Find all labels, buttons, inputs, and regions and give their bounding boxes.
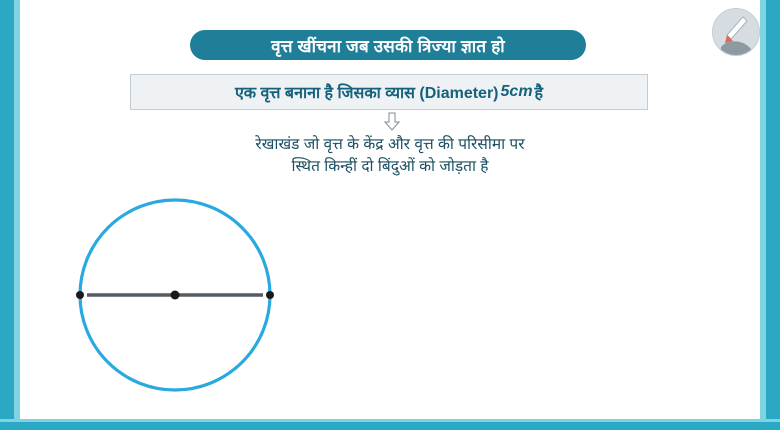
left-endpoint-dot bbox=[76, 291, 84, 299]
down-arrow-icon bbox=[382, 112, 402, 132]
presenter-avatar-icon[interactable] bbox=[712, 8, 760, 56]
left-border-band bbox=[0, 0, 14, 430]
slide-title-text: वृत्त खींचना जब उसकी त्रिज्या ज्ञात हो bbox=[271, 36, 505, 56]
definition-text bbox=[140, 134, 640, 179]
slide-content-area bbox=[20, 0, 760, 430]
right-border-band-inner bbox=[760, 0, 766, 430]
right-border-band bbox=[766, 0, 780, 430]
center-point-dot bbox=[171, 291, 180, 300]
problem-statement-suffix: है bbox=[534, 85, 544, 102]
definition-line-1: रेखाखंड जो वृत्त के केंद्र और वृत्त की परिसीमा पर bbox=[255, 136, 525, 153]
bottom-strip bbox=[0, 422, 780, 430]
slide-title bbox=[190, 30, 586, 60]
circle-with-diameter-diagram bbox=[70, 190, 290, 410]
problem-statement-prefix: एक वृत्त बनाना है जिसका व्यास (Diameter) bbox=[234, 85, 499, 102]
problem-statement-value: 5cm bbox=[500, 83, 533, 100]
right-endpoint-dot bbox=[266, 291, 274, 299]
definition-line-2: स्थित किन्हीं दो बिंदुओं को जोड़ता है bbox=[291, 158, 489, 176]
problem-statement-box bbox=[130, 74, 648, 110]
